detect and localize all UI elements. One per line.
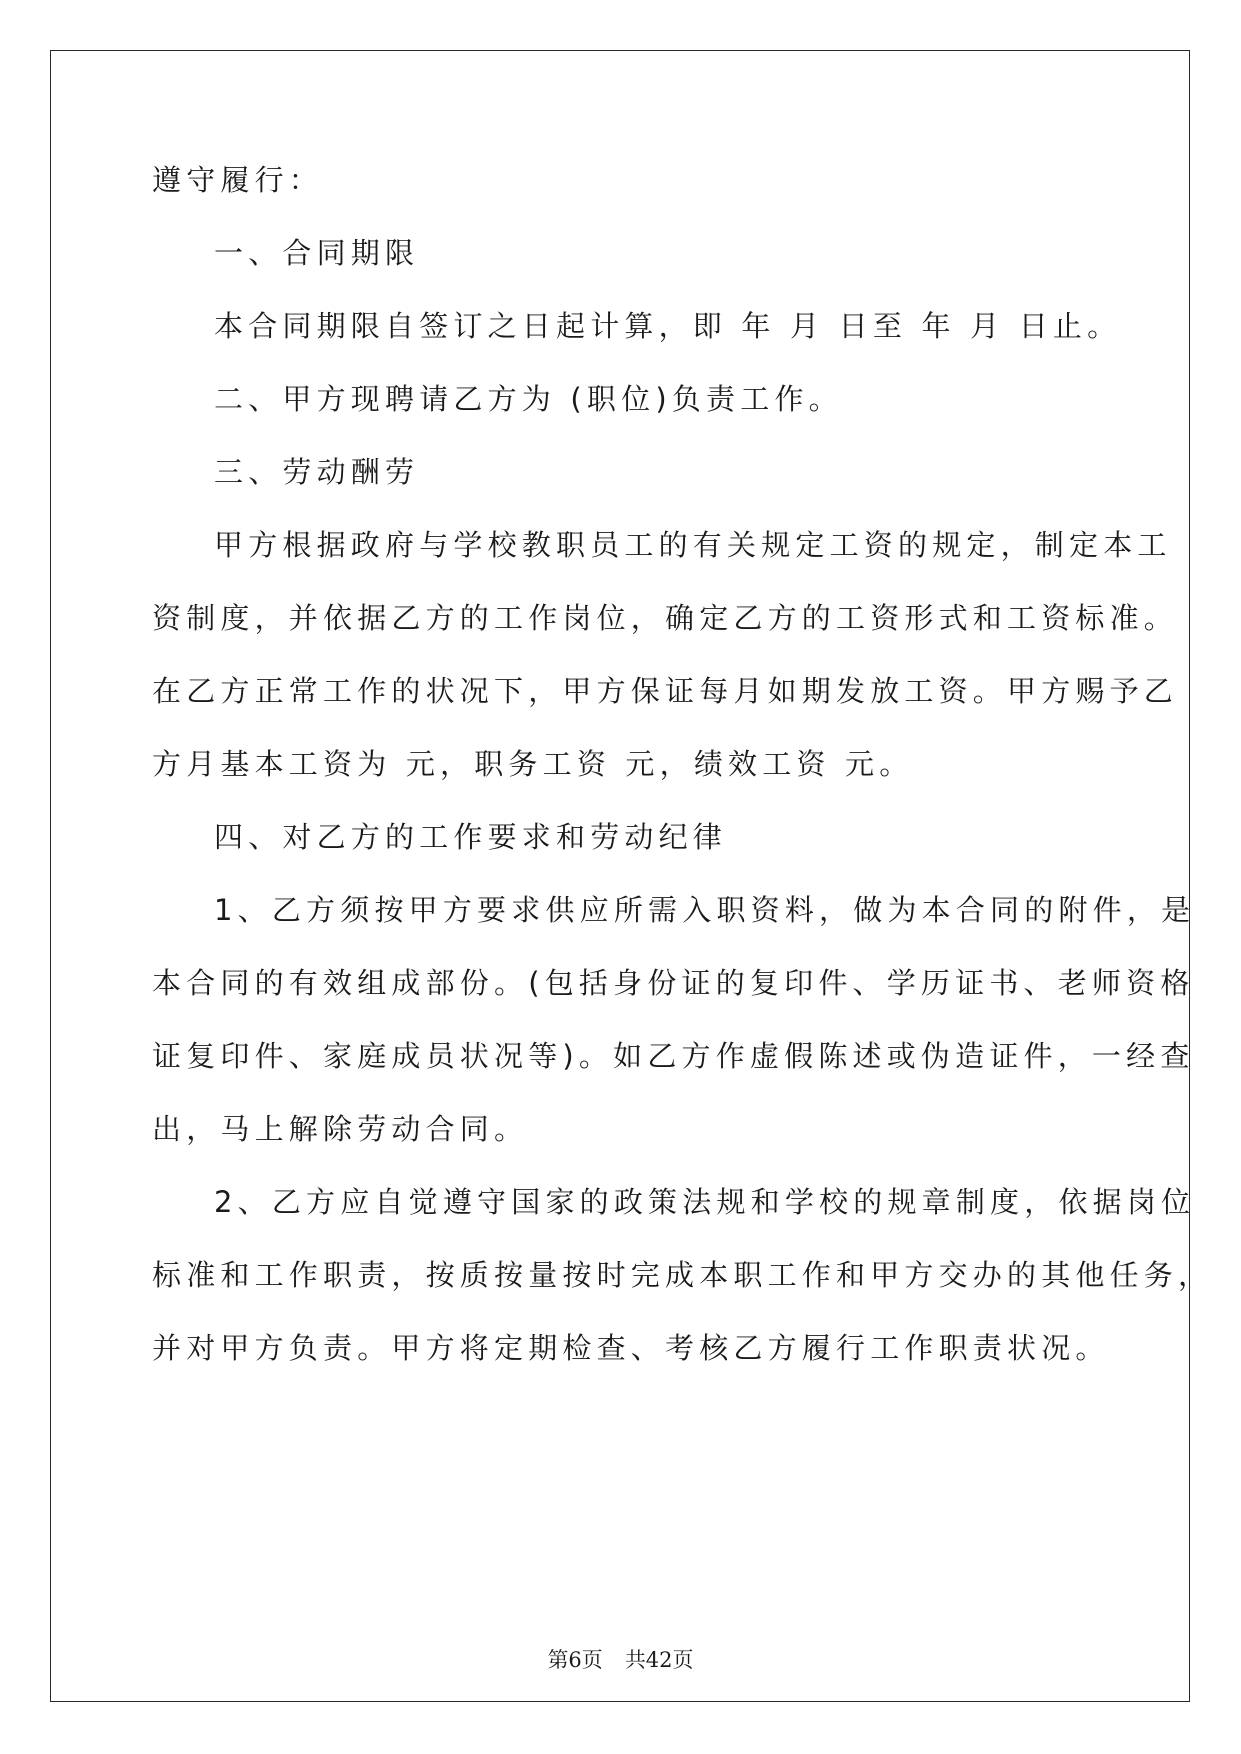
text-line: 方月基本工资为 元，职务工资 元，绩效工资 元。 [152, 747, 914, 781]
page-number: 第6页 [547, 1648, 603, 1672]
text-line: 遵守履行： [152, 163, 324, 197]
section-heading: 四、对乙方的工作要求和劳动纪律 [214, 820, 728, 854]
text-line: 在乙方正常工作的状况下，甲方保证每月如期发放工资。甲方赐予乙 [152, 674, 1179, 708]
text-line: 甲方根据政府与学校教职员工的有关规定工资的规定，制定本工 [214, 528, 1172, 562]
section-heading: 二、甲方现聘请乙方为 (职位)负责工作。 [214, 382, 843, 416]
text-line: 标准和工作职责，按质按量按时完成本职工作和甲方交办的其他任务， [152, 1258, 1213, 1292]
text-line: 1、乙方须按甲方要求供应所需入职资料，做为本合同的附件，是 [214, 893, 1196, 927]
text-line: 证复印件、家庭成员状况等)。如乙方作虚假陈述或伪造证件，一经查 [152, 1039, 1195, 1073]
text-line: 并对甲方负责。甲方将定期检查、考核乙方履行工作职责状况。 [152, 1331, 1110, 1365]
page-footer [0, 1644, 1241, 1674]
section-heading: 三、劳动酬劳 [214, 455, 420, 489]
document-body [152, 162, 1213, 1403]
text-line: 本合同的有效组成部份。(包括身份证的复印件、学历证书、老师资格 [152, 966, 1195, 1000]
page-total: 共42页 [624, 1648, 694, 1672]
text-line: 资制度，并依据乙方的工作岗位，确定乙方的工资形式和工资标准。 [152, 601, 1179, 635]
text-line: 本合同期限自签订之日起计算，即 年 月 日至 年 月 日止。 [214, 309, 1122, 343]
text-line: 出，马上解除劳动合同。 [152, 1112, 529, 1146]
text-line: 2、乙方应自觉遵守国家的政策法规和学校的规章制度，依据岗位 [214, 1185, 1196, 1219]
section-heading: 一、合同期限 [214, 236, 420, 270]
